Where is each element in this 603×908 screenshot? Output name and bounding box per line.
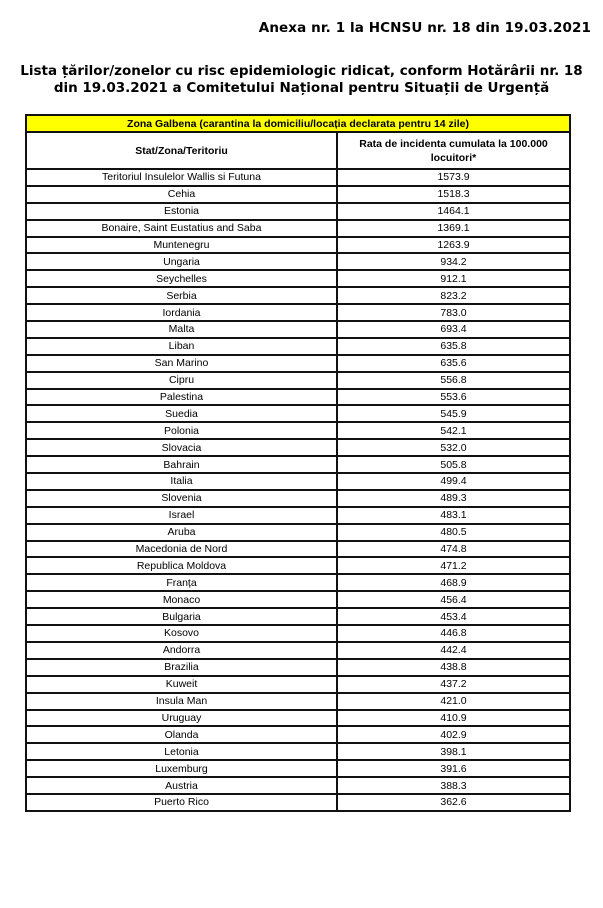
territory-name: Bahrain <box>26 456 337 473</box>
territory-name: Bonaire, Saint Eustatius and Saba <box>26 220 337 237</box>
table-row <box>26 389 570 406</box>
table-row <box>26 743 570 760</box>
table-row <box>26 625 570 642</box>
incidence-rate: 471.2 <box>337 557 570 574</box>
incidence-rate: 362.6 <box>337 794 570 811</box>
territory-name: Brazilia <box>26 659 337 676</box>
table-row <box>26 676 570 693</box>
incidence-rate: 912.1 <box>337 270 570 287</box>
table-row <box>26 422 570 439</box>
incidence-rate: 446.8 <box>337 625 570 642</box>
incidence-rate: 442.4 <box>337 642 570 659</box>
table-row <box>26 557 570 574</box>
table-row <box>26 169 570 186</box>
table-row <box>26 304 570 321</box>
table-row <box>26 355 570 372</box>
incidence-rate: 421.0 <box>337 693 570 710</box>
zone-header-row <box>26 115 570 132</box>
territory-name: Republica Moldova <box>26 557 337 574</box>
table-row <box>26 203 570 220</box>
table-row <box>26 710 570 727</box>
territory-name: Olanda <box>26 726 337 743</box>
territory-name: Palestina <box>26 389 337 406</box>
incidence-rate: 391.6 <box>337 760 570 777</box>
table-row <box>26 574 570 591</box>
incidence-rate: 505.8 <box>337 456 570 473</box>
territory-name: Serbia <box>26 287 337 304</box>
territory-name: Bulgaria <box>26 608 337 625</box>
territory-name: Estonia <box>26 203 337 220</box>
territory-name: Franța <box>26 574 337 591</box>
table-row <box>26 777 570 794</box>
territory-name: Malta <box>26 321 337 338</box>
document-title <box>0 63 603 97</box>
territory-name: Teritoriul Insulelor Wallis si Futuna <box>26 169 337 186</box>
table-row <box>26 608 570 625</box>
territory-name: Muntenegru <box>26 237 337 254</box>
incidence-rate: 693.4 <box>337 321 570 338</box>
territory-name: Slovacia <box>26 439 337 456</box>
table-row <box>26 253 570 270</box>
table-row <box>26 541 570 558</box>
table-row <box>26 321 570 338</box>
incidence-rate: 499.4 <box>337 473 570 490</box>
table-body <box>26 169 570 811</box>
incidence-rate: 456.4 <box>337 591 570 608</box>
incidence-rate: 553.6 <box>337 389 570 406</box>
table-row <box>26 405 570 422</box>
territory-name: Aruba <box>26 524 337 541</box>
territory-name: Kosovo <box>26 625 337 642</box>
incidence-rate: 1369.1 <box>337 220 570 237</box>
table-row <box>26 726 570 743</box>
territory-name: Italia <box>26 473 337 490</box>
incidence-rate: 468.9 <box>337 574 570 591</box>
incidence-rate: 542.1 <box>337 422 570 439</box>
incidence-rate: 783.0 <box>337 304 570 321</box>
table-row <box>26 760 570 777</box>
territory-name: Luxemburg <box>26 760 337 777</box>
territory-name: Monaco <box>26 591 337 608</box>
table-row <box>26 237 570 254</box>
territory-name: Andorra <box>26 642 337 659</box>
table-row <box>26 490 570 507</box>
territory-name: Uruguay <box>26 710 337 727</box>
incidence-rate: 388.3 <box>337 777 570 794</box>
incidence-rate: 483.1 <box>337 507 570 524</box>
incidence-rate: 545.9 <box>337 405 570 422</box>
incidence-rate: 635.8 <box>337 338 570 355</box>
incidence-rate: 437.2 <box>337 676 570 693</box>
territory-name: Slovenia <box>26 490 337 507</box>
incidence-rate: 474.8 <box>337 541 570 558</box>
table-row <box>26 524 570 541</box>
territory-name: Kuweit <box>26 676 337 693</box>
title-line-1: Lista țărilor/zonelor cu risc epidemiologic ridicat, conform Hotărârii nr. 18 <box>20 63 583 79</box>
incidence-rate: 1573.9 <box>337 169 570 186</box>
incidence-rate: 410.9 <box>337 710 570 727</box>
column-header-row <box>26 132 570 169</box>
title-line-2: din 19.03.2021 a Comitetului Național pentru Situații de Urgență <box>53 80 550 96</box>
incidence-rate: 1263.9 <box>337 237 570 254</box>
table-row <box>26 439 570 456</box>
territory-name: Polonia <box>26 422 337 439</box>
column-header-territory: Stat/Zona/Teritoriu <box>26 132 337 169</box>
territory-name: Israel <box>26 507 337 524</box>
incidence-rate: 402.9 <box>337 726 570 743</box>
table-row <box>26 287 570 304</box>
incidence-rate: 453.4 <box>337 608 570 625</box>
territory-name: Austria <box>26 777 337 794</box>
territory-name: Letonia <box>26 743 337 760</box>
table-row <box>26 794 570 811</box>
territory-name: Insula Man <box>26 693 337 710</box>
incidence-rate: 556.8 <box>337 372 570 389</box>
territory-name: Suedia <box>26 405 337 422</box>
territory-name: Macedonia de Nord <box>26 541 337 558</box>
territory-name: Iordania <box>26 304 337 321</box>
table-row <box>26 642 570 659</box>
table-row <box>26 372 570 389</box>
incidence-rate: 635.6 <box>337 355 570 372</box>
incidence-rate: 934.2 <box>337 253 570 270</box>
table-row <box>26 338 570 355</box>
table-row <box>26 270 570 287</box>
territory-name: Seychelles <box>26 270 337 287</box>
zone-label: Zona Galbena (carantina la domiciliu/locația declarata pentru 14 zile) <box>26 115 570 132</box>
incidence-rate: 438.8 <box>337 659 570 676</box>
table-row <box>26 659 570 676</box>
incidence-rate: 1464.1 <box>337 203 570 220</box>
incidence-rate: 480.5 <box>337 524 570 541</box>
incidence-rate: 532.0 <box>337 439 570 456</box>
territory-name: San Marino <box>26 355 337 372</box>
territory-name: Cipru <box>26 372 337 389</box>
column-header-incidence-rate: Rata de incidenta cumulata la 100.000 locuitori* <box>337 132 570 169</box>
incidence-rate: 398.1 <box>337 743 570 760</box>
incidence-rate: 489.3 <box>337 490 570 507</box>
territory-name: Ungaria <box>26 253 337 270</box>
table-row <box>26 186 570 203</box>
table-row <box>26 591 570 608</box>
risk-countries-table <box>25 114 571 812</box>
incidence-rate: 823.2 <box>337 287 570 304</box>
table-row <box>26 220 570 237</box>
territory-name: Cehia <box>26 186 337 203</box>
table-row <box>26 473 570 490</box>
table-row <box>26 456 570 473</box>
table-row <box>26 693 570 710</box>
territory-name: Puerto Rico <box>26 794 337 811</box>
incidence-rate: 1518.3 <box>337 186 570 203</box>
annex-reference: Anexa nr. 1 la HCNSU nr. 18 din 19.03.2021 <box>258 20 591 36</box>
table-row <box>26 507 570 524</box>
territory-name: Liban <box>26 338 337 355</box>
